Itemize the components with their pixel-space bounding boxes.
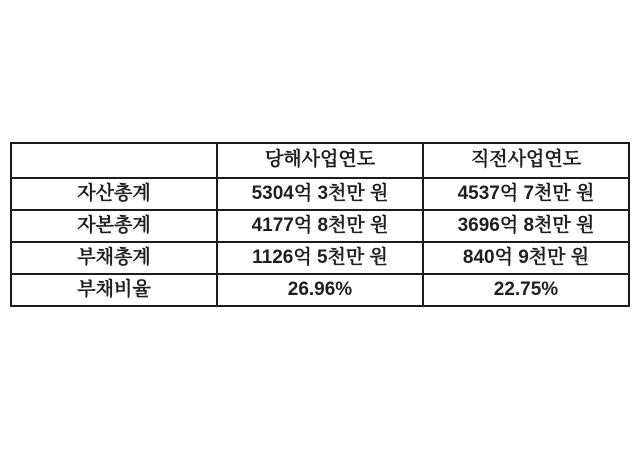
assets-total-previous-value: 4537억 7천만 원 — [423, 178, 629, 210]
debt-ratio-label: 부채비율 — [11, 274, 217, 306]
header-row — [11, 143, 629, 178]
assets-total-current-value: 5304억 3천만 원 — [217, 178, 423, 210]
table-row-equity-total — [11, 210, 629, 242]
column-header-empty — [11, 143, 217, 178]
debt-ratio-previous-value: 22.75% — [423, 274, 629, 306]
table-row-debt-ratio — [11, 274, 629, 306]
equity-total-current-value: 4177억 8천만 원 — [217, 210, 423, 242]
liabilities-total-label: 부채총계 — [11, 242, 217, 274]
debt-ratio-current-value: 26.96% — [217, 274, 423, 306]
equity-total-label: 자본총계 — [11, 210, 217, 242]
financial-summary-table — [10, 142, 630, 307]
table-header — [11, 143, 629, 178]
liabilities-total-current-value: 1126억 5천만 원 — [217, 242, 423, 274]
table-row-assets-total — [11, 178, 629, 210]
equity-total-previous-value: 3696억 8천만 원 — [423, 210, 629, 242]
column-header-previous-fiscal-year: 직전사업연도 — [423, 143, 629, 178]
assets-total-label: 자산총계 — [11, 178, 217, 210]
table-body — [11, 178, 629, 306]
column-header-current-fiscal-year: 당해사업연도 — [217, 143, 423, 178]
table-row-liabilities-total — [11, 242, 629, 274]
liabilities-total-previous-value: 840억 9천만 원 — [423, 242, 629, 274]
